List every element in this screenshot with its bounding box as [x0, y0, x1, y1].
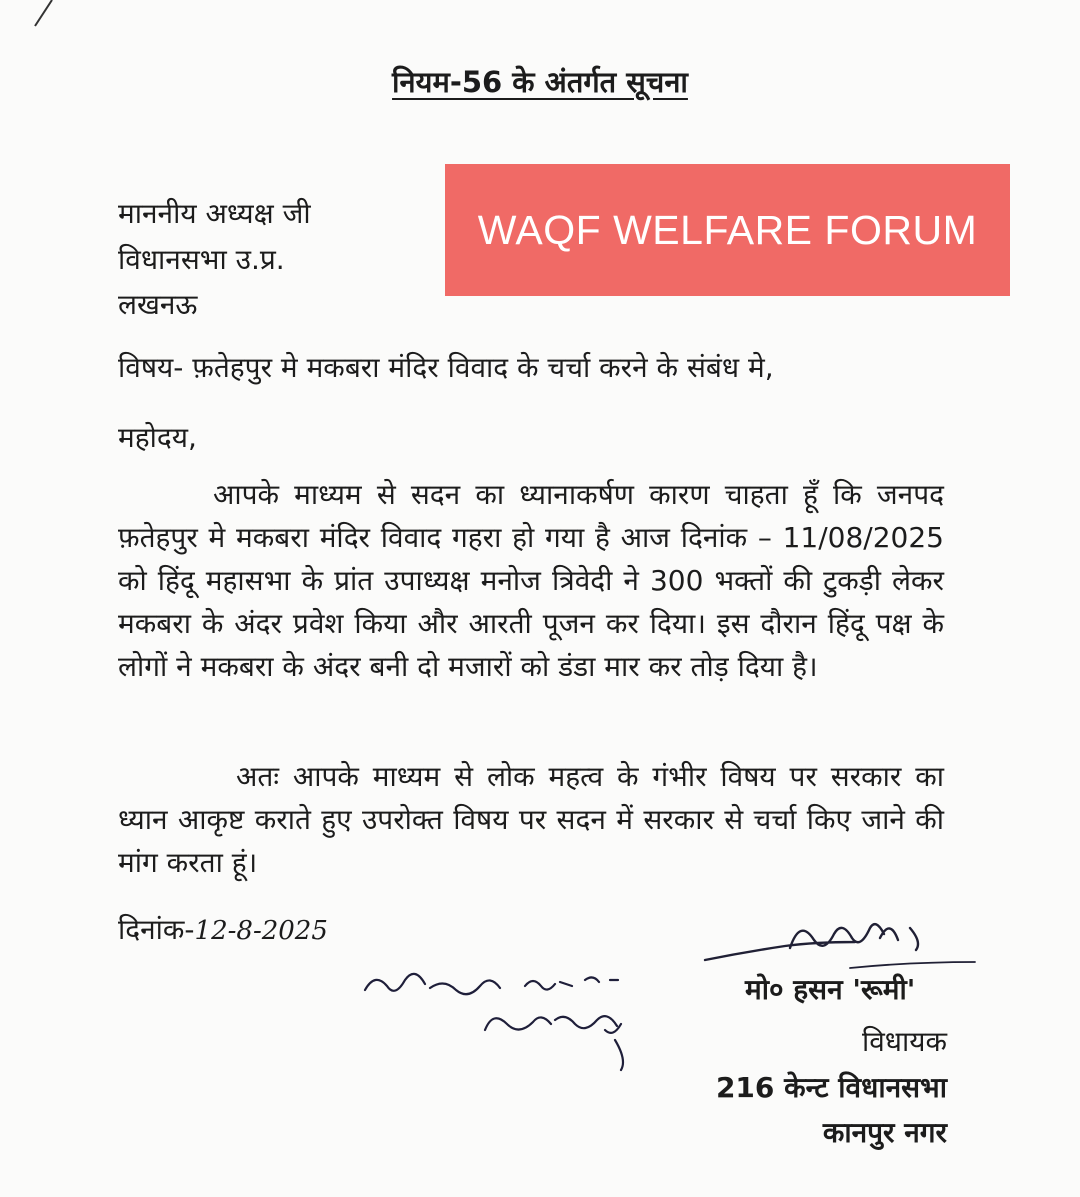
signatory-constituency: 216 केन्ट विधानसभा: [715, 1071, 947, 1104]
watermark-banner: [445, 164, 1010, 296]
handwritten-date: 12-8-2025: [194, 916, 328, 946]
date-line: [118, 910, 328, 948]
body-paragraph-2-text: अतः आपके माध्यम से लोक महत्व के गंभीर विषय पर सरकार का ध्यान आकृष्ट कराते हुए उपरोक्त विषय पर सदन में सरकार से चर्चा किए जाने की मांग करता हूं।: [118, 760, 944, 879]
page-title-text: नियम-56 के अंतर्गत सूचना: [392, 65, 688, 99]
page-title: [0, 62, 1080, 101]
address-line-2: विधानसभा उ.प्र.: [118, 243, 285, 276]
mla-signature: [700, 908, 980, 978]
date-label: दिनांक-: [118, 913, 195, 946]
subject-line: विषय- फ़तेहपुर मे मकबरा मंदिर विवाद के चर्चा करने के संबंध मे,: [118, 351, 774, 384]
corner-pen-mark: [30, 0, 70, 30]
signatory-city: कानपुर नगर: [822, 1116, 947, 1149]
body-paragraph-1-text: आपके माध्यम से सदन का ध्यानाकर्षण कारण चाहता हूँ कि जनपद फ़तेहपुर मे मकबरा मंदिर विवाद गहरा हो गया है आज दिनांक – 11/08/2025 को हिंदू महासभा के प्रांत उपाध्यक्ष मनोज त्रिवेदी ने 300 भक्तों की टुकड़ी लेकर मकबरा के अंदर प्रवेश किया और आरती पूजन कर दिया। इस दौरान हिंदू पक्ष के लोगों ने मकबरा के अंदर बनी दो मजारों को डंडा मार कर तोड़ दिया है।: [118, 478, 944, 683]
watermark-text: WAQF WELFARE FORUM: [477, 206, 978, 253]
address-line-3: लखनऊ: [118, 288, 198, 321]
address-line-1: माननीय अध्यक्ष जी: [118, 197, 311, 230]
signatory-title: विधायक: [861, 1025, 947, 1058]
salutation: महोदय,: [118, 421, 197, 454]
signatory-name: मो० हसन 'रूमी': [745, 973, 916, 1006]
body-paragraph-1: [118, 473, 944, 688]
handwritten-receipt-signature: [360, 960, 660, 1075]
body-paragraph-2: [118, 755, 944, 884]
